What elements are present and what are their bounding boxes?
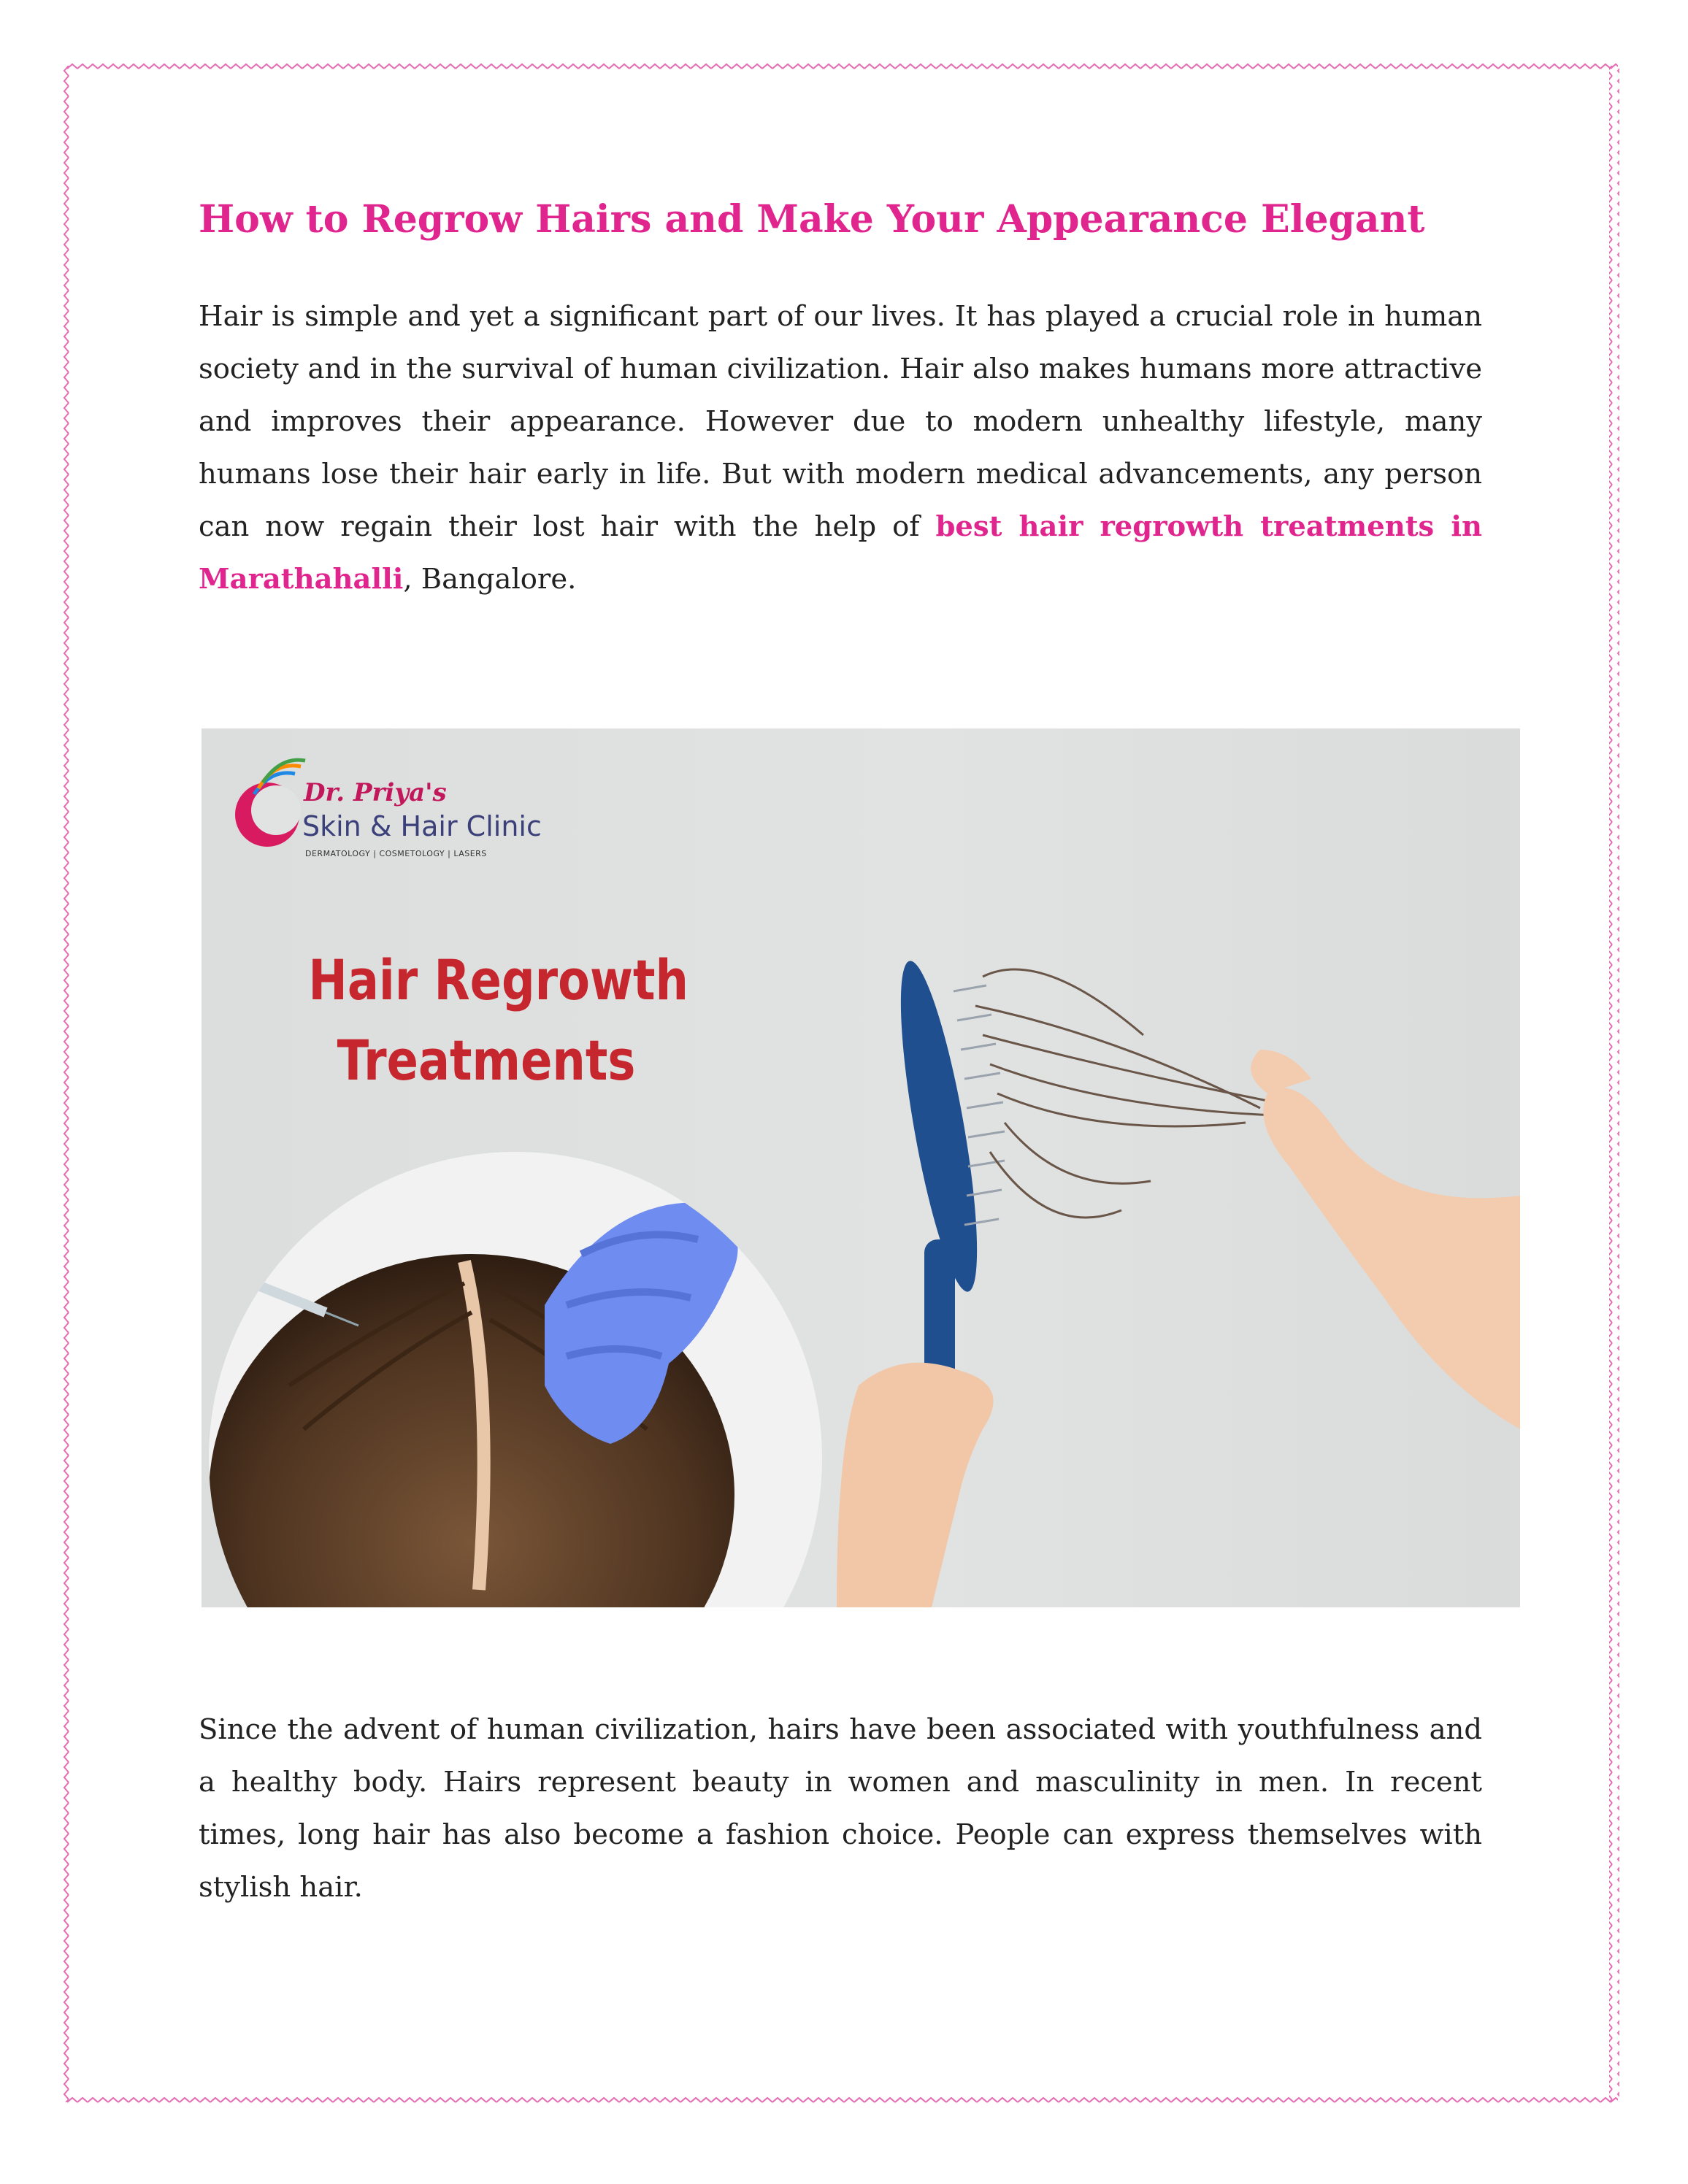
clinic-logo-title: Skin & Hair Clinic xyxy=(302,810,542,842)
clinic-logo-name: Dr. Priya's xyxy=(304,778,447,807)
intro-text: Hair is simple and yet a significant part of our lives. It has played a crucial role in human society and in the survival of human civilization. Hair also makes humans more attractive and improves their appearance. However due to modern unhealthy lifestyle, many humans lose their hair early in life. But with modern medical advancements, any person can now regain their lost hair with the help of xyxy=(199,300,1482,543)
intro-paragraph xyxy=(199,291,1482,606)
hand-holding-hair xyxy=(1251,1050,1520,1429)
body-paragraph: Since the advent of human civilization, hairs have been associated with youthfulness and a healthy body. Hairs represent beauty in women and masculinity in men. In recent times, long hair has also become a fashion choice. People can express themselves with stylish hair. xyxy=(199,1713,1482,1904)
illustration xyxy=(202,728,1520,1607)
shed-hair-clump xyxy=(975,969,1275,1218)
scalp-injection-photo xyxy=(202,1152,829,1607)
hand-holding-brush xyxy=(837,1363,994,1607)
image-headline xyxy=(308,940,688,1101)
clinic-logo-icon xyxy=(235,760,305,847)
image-headline-line2: Treatments xyxy=(337,1028,636,1093)
hair-regrowth-treatments-image xyxy=(202,728,1520,1607)
hair-regrowth-treatments-link[interactable]: best hair regrowth treatments in Marathahalli xyxy=(199,510,1482,596)
clinic-logo-tagline: DERMATOLOGY | COSMETOLOGY | LASERS xyxy=(305,849,487,858)
article-title: How to Regrow Hairs and Make Your Appearance Elegant xyxy=(199,197,1425,242)
image-headline-line1: Hair Regrowth xyxy=(308,947,688,1012)
intro-text-end: , Bangalore. xyxy=(403,563,577,596)
